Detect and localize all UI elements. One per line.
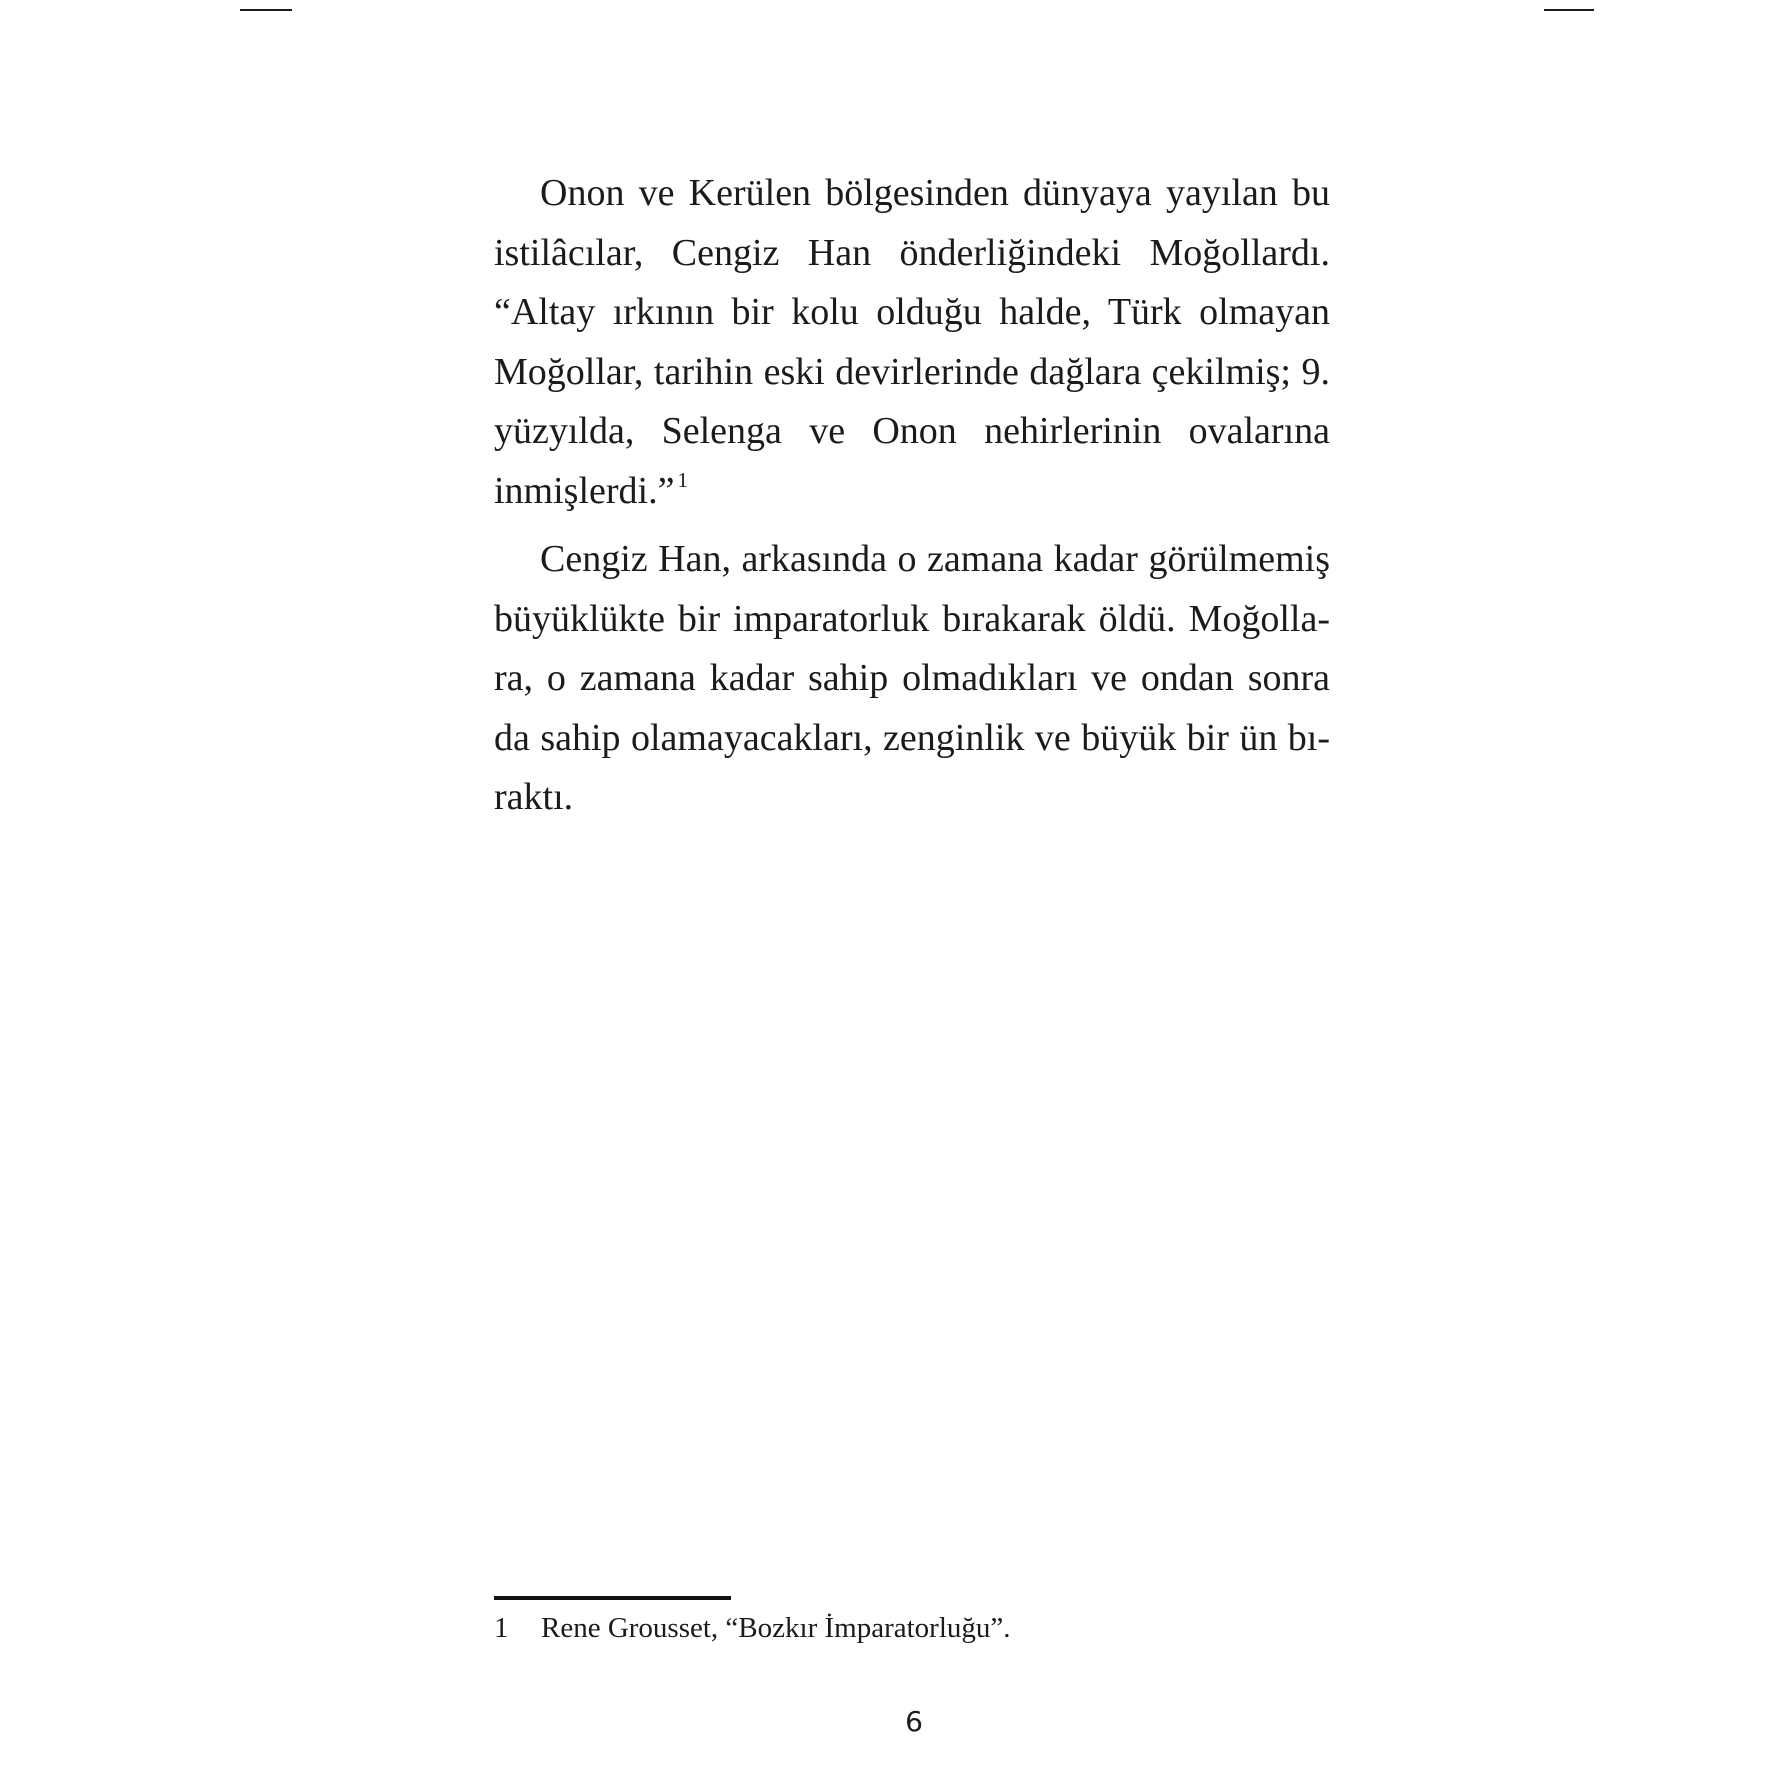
footnote-text: Rene Grousset, “Bozkır İmparatorluğu”. xyxy=(541,1612,1011,1644)
body-text xyxy=(494,164,1330,828)
crop-mark-top-left xyxy=(240,9,292,11)
paragraph-2 xyxy=(494,530,1330,828)
page-number: 6 xyxy=(905,1705,923,1738)
paragraph-1 xyxy=(494,164,1330,521)
footnote-separator xyxy=(494,1596,731,1600)
footnote-reference: 1 xyxy=(677,468,688,493)
paragraph-2-text: Cengiz Han, arkasında o zamana kadar görülmemiş büyüklükte bir imparatorluk bırakarak öldü. Moğollara, o zamana kadar sahip olmadıkları ve ondan sonra da sahip olamayacakları, zenginlik ve büyük bir ün bıraktı. xyxy=(494,538,1330,818)
footnote xyxy=(494,1610,1330,1646)
footnote-number: 1 xyxy=(494,1612,509,1644)
paragraph-1-text: Onon ve Kerülen bölgesinden dünyaya yayılan bu istilâcılar, Cengiz Han önderliğindeki Moğollardı. “Altay ırkının bir kolu olduğu halde, Türk olmayan Moğollar, tarihin eski devirlerinde dağlara çekilmiş; 9. yüzyılda, Selenga ve Onon nehirlerinin ovalarına inmişlerdi.” xyxy=(494,172,1330,512)
crop-mark-top-right xyxy=(1544,9,1594,11)
